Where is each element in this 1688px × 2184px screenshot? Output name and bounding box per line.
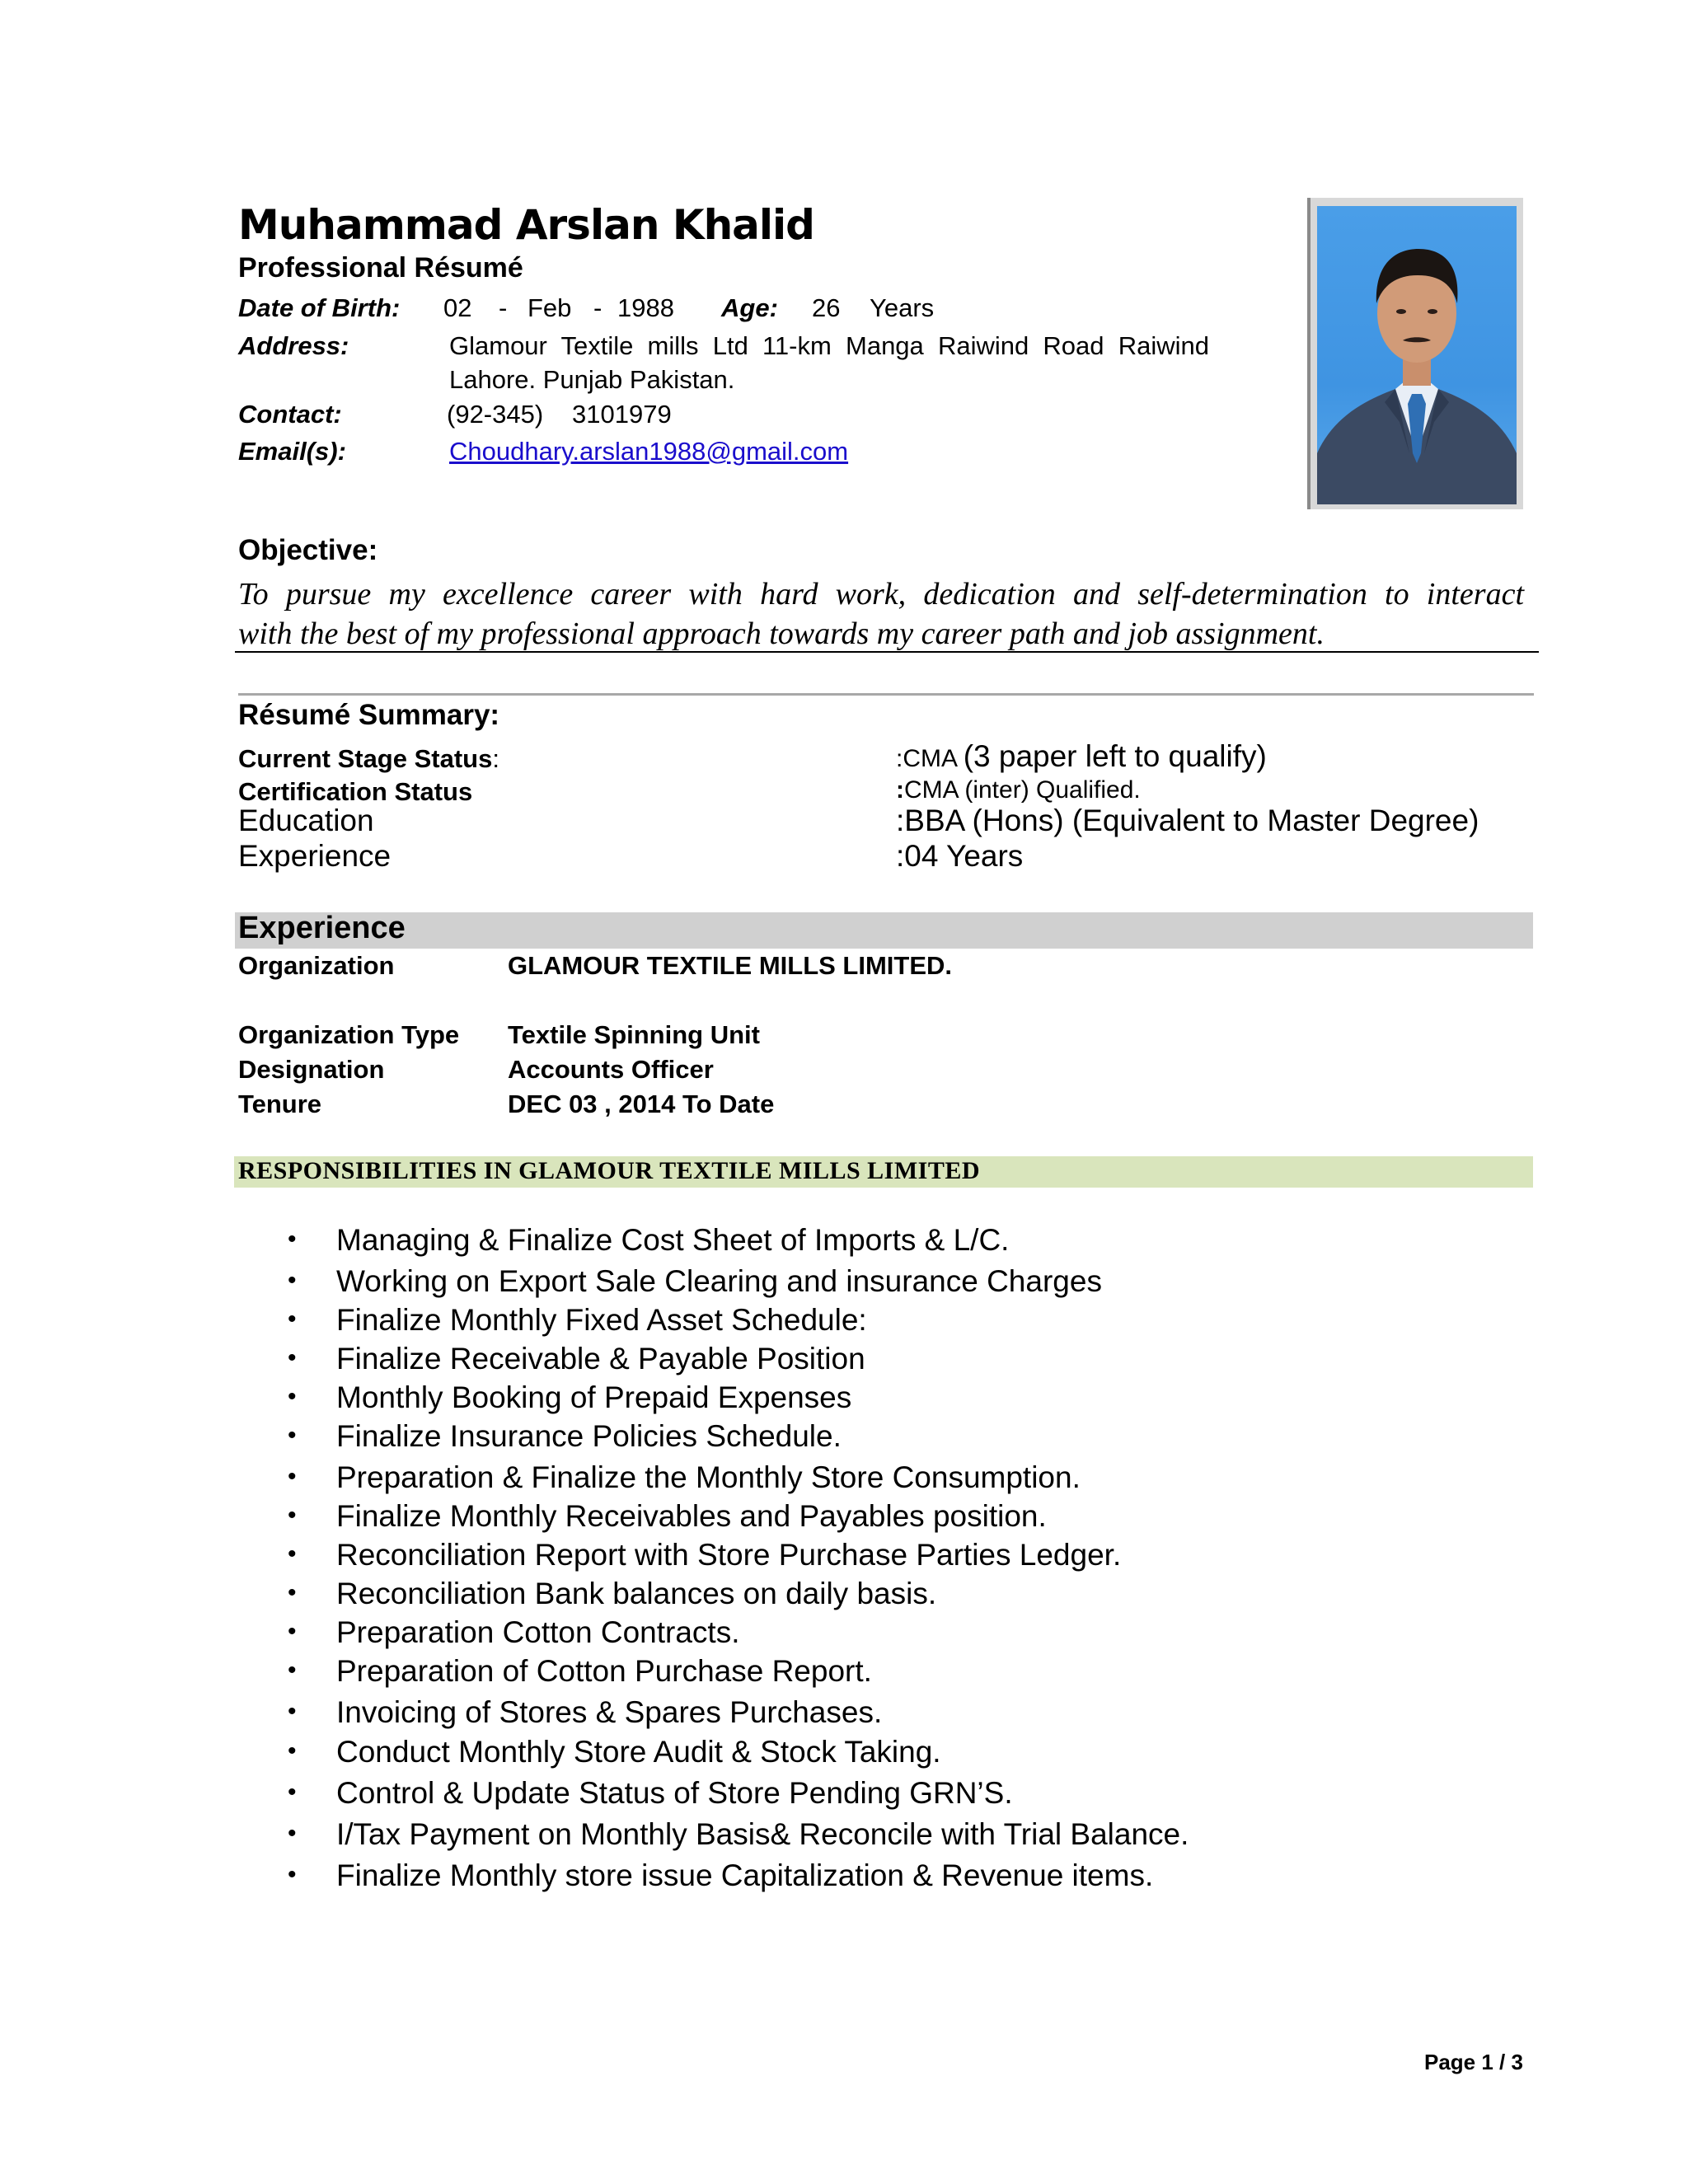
objective-line-1: To pursue my excellence career with hard work, dedication and self-determination to interact <box>238 577 1524 612</box>
list-item: Preparation Cotton Contracts. <box>336 1615 740 1649</box>
list-item: I/Tax Payment on Monthly Basis& Reconcile with Trial Balance. <box>336 1817 1189 1851</box>
list-item: Finalize Monthly Receivables and Payables position. <box>336 1499 1047 1533</box>
address-line-2: Lahore. Punjab Pakistan. <box>449 365 735 394</box>
summary-value: :BBA (Hons) (Equivalent to Master Degree) <box>896 804 1479 837</box>
bullet-icon: • <box>288 1657 297 1684</box>
responsibilities-heading: RESPONSIBILITIES IN GLAMOUR TEXTILE MILLS LIMITED <box>238 1157 981 1184</box>
list-item: Finalize Receivable & Payable Position <box>336 1342 865 1376</box>
list-item: Finalize Insurance Policies Schedule. <box>336 1419 842 1453</box>
organization-type-value: Textile Spinning Unit <box>508 1020 760 1049</box>
candidate-name: Muhammad Arslan Khalid <box>238 201 814 249</box>
tenure-value: DEC 03 , 2014 To Date <box>508 1090 775 1118</box>
list-item: Preparation of Cotton Purchase Report. <box>336 1654 872 1688</box>
objective-heading: Objective: <box>238 534 378 566</box>
organization-value: GLAMOUR TEXTILE MILLS LIMITED. <box>508 951 953 980</box>
resume-subtitle: Professional Résumé <box>238 252 523 284</box>
summary-label: Certification Status <box>238 777 473 806</box>
bullet-icon: • <box>288 1383 297 1410</box>
list-item: Preparation & Finalize the Monthly Store Consumption. <box>336 1460 1081 1494</box>
address-label: Address: <box>238 331 349 360</box>
dob-label: Date of Birth: <box>238 293 401 322</box>
designation-label: Designation <box>238 1055 385 1084</box>
bullet-icon: • <box>288 1698 297 1725</box>
list-item: Invoicing of Stores & Spares Purchases. <box>336 1695 883 1729</box>
objective-text <box>238 574 1524 654</box>
list-item: Reconciliation Bank balances on daily basis. <box>336 1577 937 1610</box>
organization-label: Organization <box>238 951 395 980</box>
divider <box>235 651 1539 653</box>
page-number: Page 1 / 3 <box>1424 2050 1523 2074</box>
list-item: Monthly Booking of Prepaid Expenses <box>336 1380 852 1414</box>
bullet-icon: • <box>288 1226 297 1253</box>
dob-dash: - <box>593 293 603 322</box>
list-item: Conduct Monthly Store Audit & Stock Taking. <box>336 1735 941 1769</box>
address-line-1: Glamour Textile mills Ltd 11-km Manga Raiwind Road Raiwind <box>449 331 1209 360</box>
age-label: Age: <box>721 293 778 322</box>
bullet-icon: • <box>288 1267 297 1294</box>
list-item: Reconciliation Report with Store Purchase Parties Ledger. <box>336 1538 1122 1572</box>
experience-header-bar <box>235 912 1533 949</box>
organization-type-label: Organization Type <box>238 1020 460 1049</box>
bullet-icon: • <box>288 1861 297 1888</box>
dob-dash: - <box>499 293 508 322</box>
bullet-icon: • <box>288 1618 297 1645</box>
list-item: Working on Export Sale Clearing and insurance Charges <box>336 1264 1102 1298</box>
divider <box>238 693 1534 696</box>
designation-value: Accounts Officer <box>508 1055 714 1084</box>
bullet-icon: • <box>288 1422 297 1449</box>
summary-label: Education <box>238 804 374 837</box>
profile-photo <box>1317 206 1517 504</box>
list-item: Finalize Monthly Fixed Asset Schedule: <box>336 1303 867 1337</box>
bullet-icon: • <box>288 1820 297 1847</box>
contact-code: (92-345) <box>447 400 544 429</box>
email-label: Email(s): <box>238 437 346 466</box>
bullet-icon: • <box>288 1502 297 1529</box>
summary-label: Current Stage Status: <box>238 744 499 773</box>
dob-day: 02 <box>443 293 472 322</box>
bullet-icon: • <box>288 1305 297 1333</box>
tenure-label: Tenure <box>238 1090 322 1118</box>
summary-label: Experience <box>238 839 392 873</box>
dob-month: Feb <box>528 293 572 322</box>
list-item: Finalize Monthly store issue Capitalization & Revenue items. <box>336 1858 1154 1892</box>
age-value: 26 <box>812 293 841 322</box>
summary-heading: Résumé Summary: <box>238 699 500 731</box>
list-item: Control & Update Status of Store Pending GRN’S. <box>336 1776 1013 1810</box>
experience-heading: Experience <box>238 911 406 945</box>
summary-value: :CMA (inter) Qualified. <box>896 776 1141 804</box>
bullet-icon: • <box>288 1344 297 1371</box>
age-unit: Years <box>870 293 935 322</box>
bullet-icon: • <box>288 1540 297 1568</box>
dob-year: 1988 <box>617 293 674 322</box>
contact-label: Contact: <box>238 400 342 429</box>
email-link[interactable]: Choudhary.arslan1988@gmail.com <box>449 437 849 466</box>
bullet-icon: • <box>288 1579 297 1606</box>
contact-number: 3101979 <box>572 400 672 429</box>
summary-value: :CMA (3 paper left to qualify) <box>896 739 1267 773</box>
bullet-icon: • <box>288 1463 297 1490</box>
person-illustration <box>1317 206 1517 504</box>
bullet-icon: • <box>288 1779 297 1806</box>
bullet-icon: • <box>288 1737 297 1765</box>
objective-line-2: with the best of my professional approach towards my career path and job assignment. <box>238 616 1325 651</box>
summary-value: :04 Years <box>896 839 1024 873</box>
list-item: Managing & Finalize Cost Sheet of Imports & L/C. <box>336 1223 1010 1257</box>
